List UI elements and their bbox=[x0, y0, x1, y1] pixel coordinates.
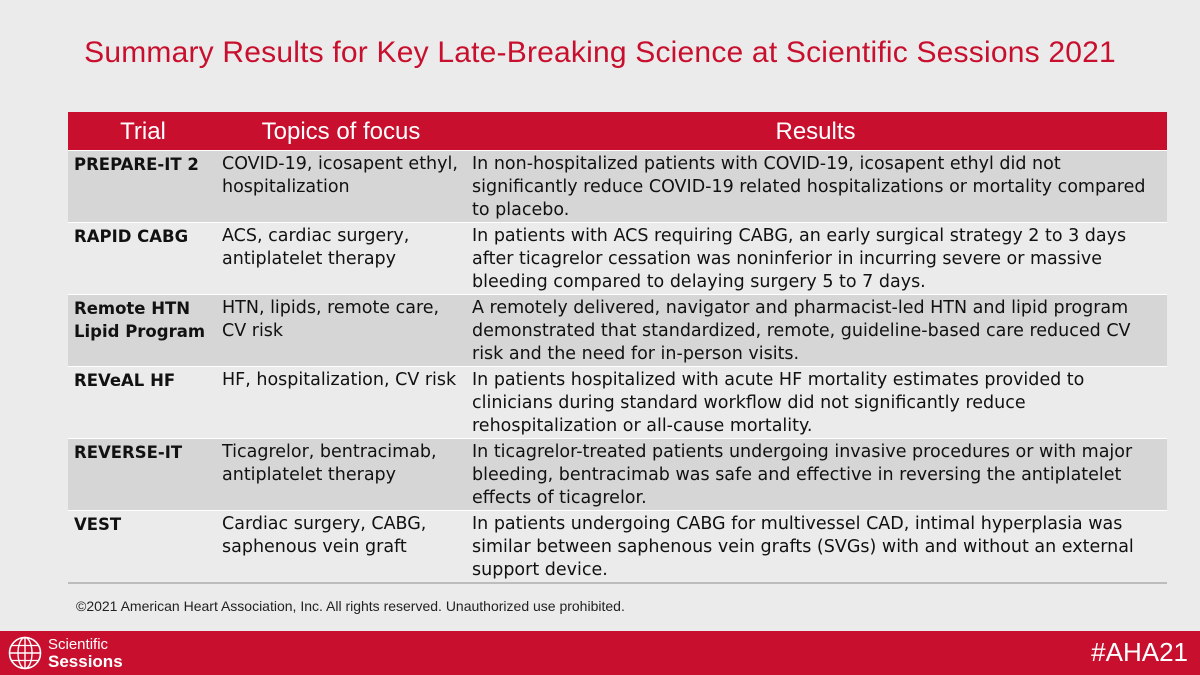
results-cell: In patients hospitalized with acute HF mortality estimates provided to clinicians during standard workflow did not significantly reduce rehospitalization or all-cause mortality. bbox=[464, 366, 1167, 438]
logo-line-sessions: Sessions bbox=[48, 652, 123, 671]
slide-title: Summary Results for Key Late-Breaking Science at Scientific Sessions 2021 bbox=[84, 36, 1116, 69]
trial-name: RAPID CABG bbox=[68, 222, 218, 294]
logo-line-scientific: Scientific bbox=[48, 636, 109, 653]
header-trial: Trial bbox=[68, 112, 218, 150]
globe-icon bbox=[8, 636, 42, 670]
footer-bar bbox=[0, 631, 1200, 675]
topics-cell: HF, hospitalization, CV risk bbox=[218, 366, 464, 438]
trial-name: REVERSE-IT bbox=[68, 438, 218, 510]
trial-name: PREPARE-IT 2 bbox=[68, 150, 218, 222]
table-row bbox=[68, 150, 1167, 222]
table-row bbox=[68, 294, 1167, 366]
results-table bbox=[68, 112, 1167, 584]
scientific-sessions-logo bbox=[8, 633, 123, 673]
table-header-row bbox=[68, 112, 1167, 150]
topics-cell: HTN, lipids, remote care, CV risk bbox=[218, 294, 464, 366]
topics-cell: ACS, cardiac surgery, antiplatelet therapy bbox=[218, 222, 464, 294]
table-row bbox=[68, 366, 1167, 438]
hashtag: #AHA21 bbox=[1091, 637, 1188, 667]
trial-name: VEST bbox=[68, 510, 218, 583]
header-results: Results bbox=[464, 112, 1167, 150]
table-row bbox=[68, 438, 1167, 510]
table-row bbox=[68, 510, 1167, 583]
results-cell: In patients undergoing CABG for multivessel CAD, intimal hyperplasia was similar between saphenous vein grafts (SVGs) with and without an external support device. bbox=[464, 510, 1167, 583]
copyright-notice: ©2021 American Heart Association, Inc. All rights reserved. Unauthorized use prohibited. bbox=[76, 598, 625, 614]
trial-name: REVeAL HF bbox=[68, 366, 218, 438]
topics-cell: COVID-19, icosapent ethyl, hospitalization bbox=[218, 150, 464, 222]
topics-cell: Ticagrelor, bentracimab, antiplatelet therapy bbox=[218, 438, 464, 510]
results-cell: A remotely delivered, navigator and pharmacist-led HTN and lipid program demonstrated that standardized, remote, guideline-based care reduced CV risk and the need for in-person visits. bbox=[464, 294, 1167, 366]
trial-name: Remote HTN Lipid Program bbox=[68, 294, 218, 366]
results-cell: In ticagrelor-treated patients undergoing invasive procedures or with major bleeding, bentracimab was safe and effective in reversing the antiplatelet effects of ticagrelor. bbox=[464, 438, 1167, 510]
table-row bbox=[68, 222, 1167, 294]
topics-cell: Cardiac surgery, CABG, saphenous vein graft bbox=[218, 510, 464, 583]
results-cell: In patients with ACS requiring CABG, an early surgical strategy 2 to 3 days after ticagrelor cessation was noninferior in incurring severe or massive bleeding compared to delaying surgery 5 to 7 days. bbox=[464, 222, 1167, 294]
header-topics: Topics of focus bbox=[218, 112, 464, 150]
results-cell: In non-hospitalized patients with COVID-19, icosapent ethyl did not significantly reduce COVID-19 related hospitalizations or mortality compared to placebo. bbox=[464, 150, 1167, 222]
